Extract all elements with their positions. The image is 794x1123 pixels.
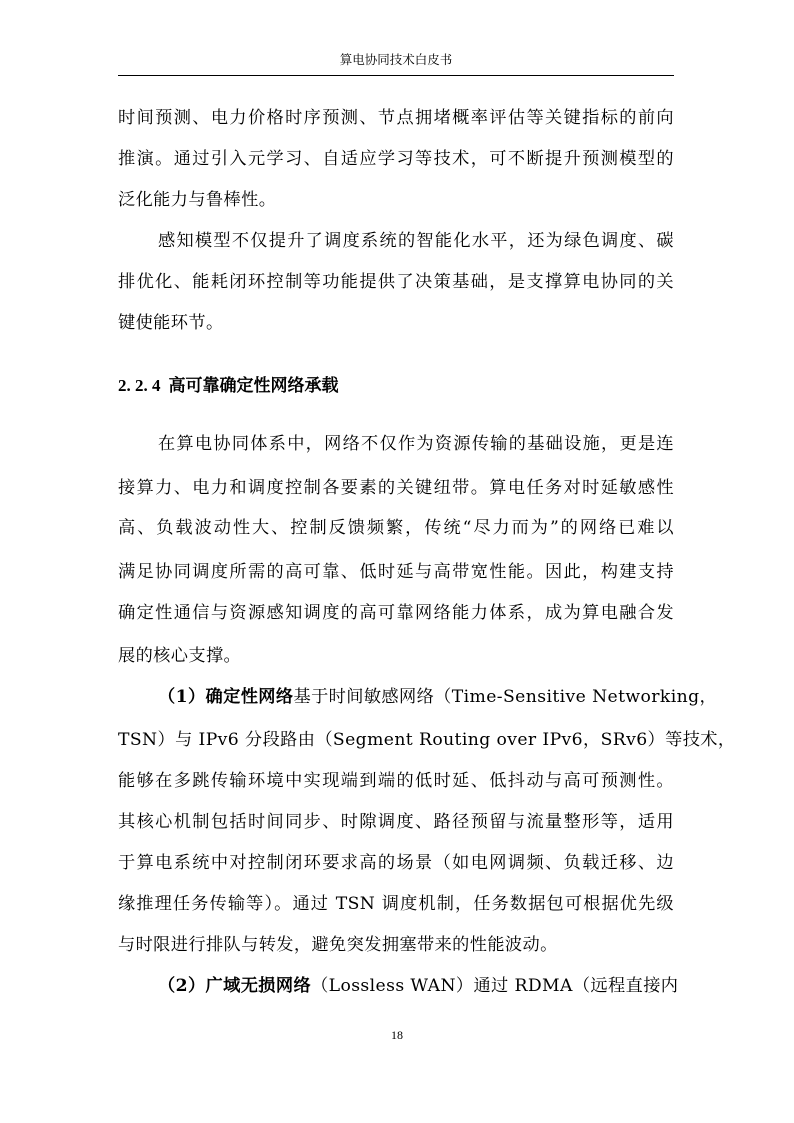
- list-item-text: 基于时间敏感网络（Time-Sensitive Networking，: [293, 687, 718, 707]
- paragraph-line: 键使能环节。: [118, 313, 224, 333]
- page-header-title: 算电协同技术白皮书: [339, 52, 453, 67]
- paragraph-line: 与时限进行排队与转发，避免突发拥塞带来的性能波动。: [118, 935, 558, 955]
- paragraph-line: 满足协同调度所需的高可靠、低时延与高带宽性能。因此，构建支持: [118, 562, 674, 582]
- paragraph-line: 在算电协同体系中，网络不仅作为资源传输的基础设施，更是连: [158, 434, 674, 454]
- paragraph-line: 能够在多跳传输环境中实现端到端的低时延、低抖动与高可预测性。: [118, 771, 674, 791]
- paragraph-line: 高、负载波动性大、控制反馈频繁，传统“尽力而为”的网络已难以: [118, 518, 674, 538]
- paragraph-line: 排优化、能耗闭环控制等功能提供了决策基础，是支撑算电协同的关: [118, 272, 674, 292]
- paragraph-line: 于算电系统中对控制闭环要求高的场景（如电网调频、负载迁移、边: [118, 853, 674, 873]
- list-item-label: （1）确定性网络: [158, 687, 294, 707]
- paragraph-line: TSN）与 IPv6 分段路由（Segment Routing over IPv6，SRv6）等技术，: [118, 730, 736, 750]
- paragraph-line: 感知模型不仅提升了调度系统的智能化水平，还为绿色调度、碳: [158, 231, 674, 251]
- list-item-label: （2）广域无损网络: [158, 976, 312, 996]
- paragraph-line: 缘推理任务传输等）。通过 TSN 调度机制，任务数据包可根据优先级: [118, 894, 674, 914]
- paragraph-line: 泛化能力与鲁棒性。: [118, 190, 277, 210]
- paragraph-line: 其核心机制包括时间同步、时隙调度、路径预留与流量整形等，适用: [118, 812, 674, 832]
- paragraph-line: 确定性通信与资源感知调度的高可靠网络能力体系，成为算电融合发: [118, 603, 674, 623]
- paragraph-line: 时间预测、电力价格时序预测、节点拥堵概率评估等关键指标的前向: [118, 108, 674, 128]
- list-item-text: （Lossless WAN）通过 RDMA（远程直接内: [311, 976, 679, 996]
- section-title: 高可靠确定性网络承载: [168, 376, 339, 396]
- paragraph-line: 推演。通过引入元学习、自适应学习等技术，可不断提升预测模型的: [118, 149, 674, 169]
- paragraph-line: 接算力、电力和调度控制各要素的关键纽带。算电任务对时延敏感性: [118, 478, 674, 498]
- page-number: 18: [391, 1028, 403, 1042]
- section-number: 2. 2. 4: [118, 376, 161, 395]
- list-item-first-line: [158, 686, 718, 708]
- section-heading: [118, 375, 339, 397]
- paragraph-line: 展的核心支撑。: [118, 646, 242, 666]
- list-item-first-line: [158, 975, 679, 997]
- header-divider: [118, 75, 674, 76]
